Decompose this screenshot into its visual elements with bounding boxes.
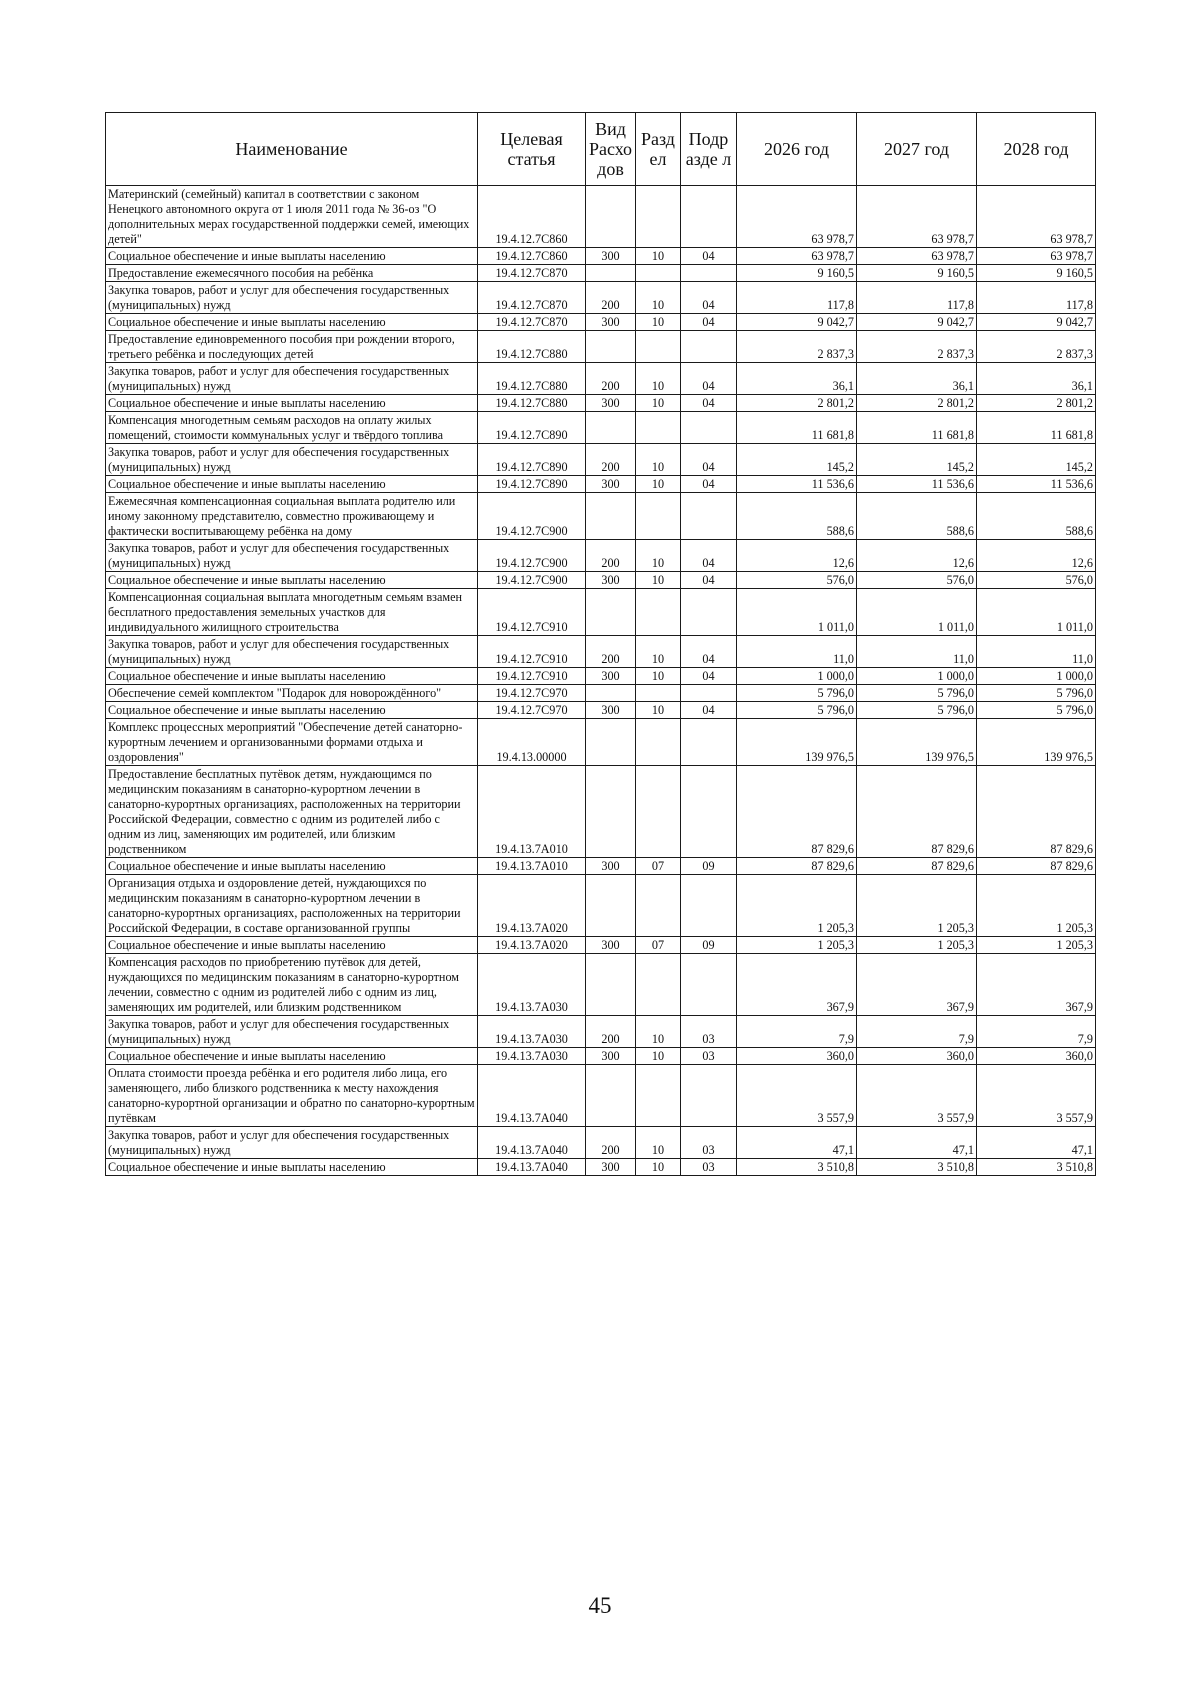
row-value-2027: 87 829,6 [857,766,977,858]
row-value-2026: 1 011,0 [737,589,857,636]
row-expense-type: 200 [586,636,636,668]
row-value-2027: 11,0 [857,636,977,668]
row-expense-type: 300 [586,1048,636,1065]
row-target-article: 19.4.13.7А040 [478,1159,586,1176]
row-target-article: 19.4.12.7С900 [478,572,586,589]
row-value-2026: 47,1 [737,1127,857,1159]
row-subsection: 03 [681,1048,737,1065]
row-value-2026: 145,2 [737,444,857,476]
table-row [106,1048,1096,1065]
row-target-article: 19.4.13.7А020 [478,875,586,937]
row-value-2027: 117,8 [857,282,977,314]
row-value-2026: 36,1 [737,363,857,395]
row-target-article: 19.4.12.7С860 [478,248,586,265]
table-row [106,331,1096,363]
row-value-2028: 2 837,3 [977,331,1096,363]
row-value-2028: 11,0 [977,636,1096,668]
row-value-2026: 11 536,6 [737,476,857,493]
row-name: Социальное обеспечение и иные выплаты населению [106,858,478,875]
row-target-article: 19.4.13.7А030 [478,954,586,1016]
row-value-2027: 63 978,7 [857,248,977,265]
row-value-2026: 2 801,2 [737,395,857,412]
row-name: Социальное обеспечение и иные выплаты населению [106,476,478,493]
row-value-2026: 63 978,7 [737,248,857,265]
row-value-2026: 1 000,0 [737,668,857,685]
row-expense-type: 200 [586,1016,636,1048]
page-number: 45 [588,1593,612,1618]
row-name: Материнский (семейный) капитал в соответствии с законом Ненецкого автономного округа от 1 июля 2011 года № 36-оз "О дополнительных мерах государственной поддержки семей, имеющих детей" [106,186,478,248]
row-value-2026: 9 042,7 [737,314,857,331]
table-row [106,314,1096,331]
row-value-2026: 367,9 [737,954,857,1016]
row-target-article: 19.4.13.7А010 [478,858,586,875]
row-expense-type [586,766,636,858]
table-row [106,1016,1096,1048]
row-value-2027: 12,6 [857,540,977,572]
row-value-2028: 63 978,7 [977,186,1096,248]
row-value-2028: 2 801,2 [977,395,1096,412]
row-value-2027: 11 536,6 [857,476,977,493]
row-value-2027: 36,1 [857,363,977,395]
row-section: 10 [636,1159,681,1176]
table-row [106,444,1096,476]
header-2027: 2027 год [857,113,977,186]
row-target-article: 19.4.13.00000 [478,719,586,766]
row-target-article: 19.4.13.7А030 [478,1016,586,1048]
header-2028: 2028 год [977,113,1096,186]
row-value-2027: 63 978,7 [857,186,977,248]
row-section: 10 [636,540,681,572]
row-value-2028: 36,1 [977,363,1096,395]
row-value-2026: 576,0 [737,572,857,589]
row-expense-type: 200 [586,1127,636,1159]
row-subsection: 04 [681,540,737,572]
row-section: 10 [636,476,681,493]
table-row [106,395,1096,412]
header-2026: 2026 год [737,113,857,186]
table-row [106,186,1096,248]
row-name: Закупка товаров, работ и услуг для обеспечения государственных (муниципальных) нужд [106,363,478,395]
row-subsection: 04 [681,444,737,476]
row-section [636,719,681,766]
row-value-2026: 117,8 [737,282,857,314]
row-section [636,766,681,858]
row-value-2027: 2 801,2 [857,395,977,412]
row-value-2028: 87 829,6 [977,858,1096,875]
row-subsection [681,412,737,444]
row-name: Предоставление ежемесячного пособия на ребёнка [106,265,478,282]
table-row [106,875,1096,937]
row-expense-type: 300 [586,937,636,954]
row-target-article: 19.4.12.7С880 [478,395,586,412]
row-name: Комплекс процессных мероприятий "Обеспечение детей санаторно-курортным лечением и организованными формами отдыха и оздоровления" [106,719,478,766]
row-section: 10 [636,636,681,668]
row-expense-type [586,412,636,444]
row-target-article: 19.4.12.7С910 [478,589,586,636]
row-subsection: 09 [681,858,737,875]
table-row [106,719,1096,766]
row-value-2028: 1 011,0 [977,589,1096,636]
row-value-2028: 63 978,7 [977,248,1096,265]
row-target-article: 19.4.12.7С910 [478,668,586,685]
row-value-2027: 576,0 [857,572,977,589]
row-expense-type [586,954,636,1016]
row-name: Обеспечение семей комплектом "Подарок для новорождённого" [106,685,478,702]
row-value-2027: 1 011,0 [857,589,977,636]
row-subsection: 03 [681,1159,737,1176]
row-subsection [681,1065,737,1127]
row-subsection [681,331,737,363]
row-value-2028: 87 829,6 [977,766,1096,858]
row-value-2026: 87 829,6 [737,766,857,858]
row-name: Организация отдыха и оздоровление детей, нуждающихся по медицинским показаниям в санаторно-курортном лечении в санаторно-курортных организациях, расположенных на территории Российской Федерации, в составе организованной группы [106,875,478,937]
row-target-article: 19.4.12.7С900 [478,493,586,540]
row-section: 10 [636,1127,681,1159]
row-value-2027: 367,9 [857,954,977,1016]
row-subsection [681,685,737,702]
row-expense-type: 200 [586,444,636,476]
row-target-article: 19.4.12.7С970 [478,702,586,719]
row-subsection: 04 [681,248,737,265]
row-expense-type [586,265,636,282]
row-value-2027: 7,9 [857,1016,977,1048]
row-value-2026: 63 978,7 [737,186,857,248]
row-value-2028: 1 205,3 [977,937,1096,954]
row-section: 10 [636,282,681,314]
row-value-2028: 11 536,6 [977,476,1096,493]
table-row [106,858,1096,875]
row-subsection [681,265,737,282]
row-subsection: 04 [681,314,737,331]
row-expense-type: 300 [586,314,636,331]
row-value-2026: 1 205,3 [737,875,857,937]
row-name: Предоставление бесплатных путёвок детям, нуждающимся по медицинским показаниям в санаторно-курортном лечении в санаторно-курортных организациях, расположенных на территории Российской Федерации, совместно с одним из родителей либо с одним из лиц, заменяющих им родителей, или близким родственником [106,766,478,858]
row-value-2028: 12,6 [977,540,1096,572]
row-value-2027: 47,1 [857,1127,977,1159]
row-value-2026: 3 510,8 [737,1159,857,1176]
row-section: 10 [636,444,681,476]
row-value-2026: 5 796,0 [737,702,857,719]
row-value-2028: 5 796,0 [977,702,1096,719]
row-value-2027: 5 796,0 [857,685,977,702]
row-target-article: 19.4.12.7С900 [478,540,586,572]
row-target-article: 19.4.12.7С860 [478,186,586,248]
row-subsection: 04 [681,395,737,412]
row-section: 07 [636,858,681,875]
row-expense-type: 300 [586,248,636,265]
row-name: Закупка товаров, работ и услуг для обеспечения государственных (муниципальных) нужд [106,540,478,572]
row-value-2028: 3 510,8 [977,1159,1096,1176]
row-subsection [681,493,737,540]
table-row [106,1127,1096,1159]
row-subsection [681,954,737,1016]
row-section: 10 [636,395,681,412]
row-value-2028: 7,9 [977,1016,1096,1048]
row-value-2026: 3 557,9 [737,1065,857,1127]
table-row [106,589,1096,636]
row-value-2026: 9 160,5 [737,265,857,282]
row-expense-type [586,331,636,363]
row-name: Социальное обеспечение и иные выплаты населению [106,314,478,331]
row-name: Закупка товаров, работ и услуг для обеспечения государственных (муниципальных) нужд [106,1016,478,1048]
row-value-2027: 588,6 [857,493,977,540]
row-value-2026: 11,0 [737,636,857,668]
table-row [106,702,1096,719]
row-target-article: 19.4.12.7С970 [478,685,586,702]
row-value-2027: 11 681,8 [857,412,977,444]
row-value-2028: 1 205,3 [977,875,1096,937]
table-row [106,265,1096,282]
table-row [106,1159,1096,1176]
row-section [636,875,681,937]
table-header-row [106,113,1096,186]
row-name: Социальное обеспечение и иные выплаты населению [106,702,478,719]
row-expense-type: 300 [586,702,636,719]
row-value-2027: 9 160,5 [857,265,977,282]
table-row [106,493,1096,540]
row-expense-type: 200 [586,282,636,314]
table-body [106,186,1096,1176]
row-expense-type: 300 [586,476,636,493]
row-section [636,1065,681,1127]
row-name: Предоставление единовременного пособия при рождении второго, третьего ребёнка и последующих детей [106,331,478,363]
row-value-2027: 5 796,0 [857,702,977,719]
row-value-2026: 11 681,8 [737,412,857,444]
row-name: Оплата стоимости проезда ребёнка и его родителя либо лица, его заменяющего, либо близкого родственника к месту нахождения санаторно-курортной организации и обратно по санаторно-курортным путёвкам [106,1065,478,1127]
row-value-2026: 7,9 [737,1016,857,1048]
table-row [106,685,1096,702]
row-value-2028: 3 557,9 [977,1065,1096,1127]
row-subsection: 04 [681,572,737,589]
table-row [106,412,1096,444]
row-value-2028: 9 042,7 [977,314,1096,331]
row-name: Социальное обеспечение и иные выплаты населению [106,1048,478,1065]
table-row [106,363,1096,395]
row-section: 10 [636,572,681,589]
row-value-2026: 2 837,3 [737,331,857,363]
row-name: Социальное обеспечение и иные выплаты населению [106,248,478,265]
row-subsection [681,766,737,858]
row-section [636,265,681,282]
table-row [106,248,1096,265]
row-name: Социальное обеспечение и иные выплаты населению [106,937,478,954]
row-value-2027: 1 000,0 [857,668,977,685]
row-subsection: 04 [681,636,737,668]
row-value-2027: 3 557,9 [857,1065,977,1127]
table-row [106,636,1096,668]
row-name: Компенсационная социальная выплата многодетным семьям взамен бесплатного предоставления земельных участков для индивидуального жилищного строительства [106,589,478,636]
row-section [636,412,681,444]
row-target-article: 19.4.13.7А040 [478,1065,586,1127]
row-value-2028: 1 000,0 [977,668,1096,685]
row-value-2027: 139 976,5 [857,719,977,766]
row-value-2028: 145,2 [977,444,1096,476]
row-section: 10 [636,1016,681,1048]
row-subsection: 04 [681,363,737,395]
row-value-2027: 1 205,3 [857,937,977,954]
table-row [106,476,1096,493]
row-section: 10 [636,314,681,331]
row-target-article: 19.4.13.7А030 [478,1048,586,1065]
row-target-article: 19.4.12.7С870 [478,314,586,331]
row-value-2027: 87 829,6 [857,858,977,875]
row-expense-type: 300 [586,858,636,875]
row-subsection: 03 [681,1016,737,1048]
row-target-article: 19.4.12.7С880 [478,363,586,395]
row-expense-type: 200 [586,363,636,395]
row-target-article: 19.4.12.7С910 [478,636,586,668]
row-value-2028: 5 796,0 [977,685,1096,702]
row-expense-type [586,186,636,248]
row-target-article: 19.4.13.7А020 [478,937,586,954]
row-subsection [681,875,737,937]
row-name: Социальное обеспечение и иные выплаты населению [106,668,478,685]
row-value-2027: 1 205,3 [857,875,977,937]
row-value-2026: 12,6 [737,540,857,572]
table-row [106,766,1096,858]
row-value-2027: 2 837,3 [857,331,977,363]
header-subsection: Подр азде л [681,113,737,186]
row-value-2026: 139 976,5 [737,719,857,766]
row-value-2027: 360,0 [857,1048,977,1065]
row-subsection [681,186,737,248]
row-value-2028: 588,6 [977,493,1096,540]
row-name: Закупка товаров, работ и услуг для обеспечения государственных (муниципальных) нужд [106,1127,478,1159]
row-subsection: 03 [681,1127,737,1159]
row-value-2028: 47,1 [977,1127,1096,1159]
row-target-article: 19.4.12.7С870 [478,265,586,282]
row-value-2028: 360,0 [977,1048,1096,1065]
row-value-2026: 360,0 [737,1048,857,1065]
row-subsection [681,719,737,766]
row-section: 07 [636,937,681,954]
row-section [636,954,681,1016]
row-value-2026: 1 205,3 [737,937,857,954]
row-expense-type [586,719,636,766]
row-subsection [681,589,737,636]
row-name: Компенсация расходов по приобретению путёвок для детей, нуждающихся по медицинским показаниям в санаторно-курортном лечении, совместно с одним из родителей либо с одним из лиц, заменяющих им родителей, или близким родственником [106,954,478,1016]
row-target-article: 19.4.13.7А010 [478,766,586,858]
row-name: Компенсация многодетным семьям расходов на оплату жилых помещений, стоимости коммунальных услуг и твёрдого топлива [106,412,478,444]
row-expense-type: 300 [586,668,636,685]
row-name: Закупка товаров, работ и услуг для обеспечения государственных (муниципальных) нужд [106,636,478,668]
row-subsection: 04 [681,702,737,719]
row-section: 10 [636,702,681,719]
row-expense-type [586,685,636,702]
row-value-2026: 5 796,0 [737,685,857,702]
header-section: Разд ел [636,113,681,186]
row-subsection: 04 [681,476,737,493]
row-target-article: 19.4.12.7С890 [478,412,586,444]
row-value-2026: 87 829,6 [737,858,857,875]
row-section [636,331,681,363]
row-section [636,493,681,540]
row-section: 10 [636,248,681,265]
row-value-2028: 367,9 [977,954,1096,1016]
row-expense-type: 300 [586,1159,636,1176]
row-section [636,186,681,248]
row-section: 10 [636,1048,681,1065]
row-name: Социальное обеспечение и иные выплаты населению [106,395,478,412]
row-name: Социальное обеспечение и иные выплаты населению [106,1159,478,1176]
row-section: 10 [636,363,681,395]
header-target-article: Целевая статья [478,113,586,186]
row-name: Социальное обеспечение и иные выплаты населению [106,572,478,589]
row-target-article: 19.4.12.7С880 [478,331,586,363]
row-name: Закупка товаров, работ и услуг для обеспечения государственных (муниципальных) нужд [106,282,478,314]
row-value-2028: 139 976,5 [977,719,1096,766]
table-row [106,572,1096,589]
row-expense-type: 300 [586,395,636,412]
header-expense-type: Вид Расхо дов [586,113,636,186]
row-expense-type [586,493,636,540]
table-row [106,1065,1096,1127]
table-row [106,954,1096,1016]
row-target-article: 19.4.12.7С890 [478,444,586,476]
row-value-2028: 9 160,5 [977,265,1096,282]
row-expense-type: 300 [586,572,636,589]
row-subsection: 09 [681,937,737,954]
row-expense-type [586,1065,636,1127]
row-value-2027: 3 510,8 [857,1159,977,1176]
row-target-article: 19.4.13.7А040 [478,1127,586,1159]
row-section: 10 [636,668,681,685]
row-value-2027: 9 042,7 [857,314,977,331]
row-expense-type: 200 [586,540,636,572]
table-row [106,668,1096,685]
row-subsection: 04 [681,282,737,314]
budget-table [105,112,1096,1176]
row-value-2027: 145,2 [857,444,977,476]
row-value-2026: 588,6 [737,493,857,540]
row-value-2028: 117,8 [977,282,1096,314]
table-row [106,540,1096,572]
row-target-article: 19.4.12.7С890 [478,476,586,493]
row-value-2028: 576,0 [977,572,1096,589]
row-subsection: 04 [681,668,737,685]
row-value-2028: 11 681,8 [977,412,1096,444]
row-name: Закупка товаров, работ и услуг для обеспечения государственных (муниципальных) нужд [106,444,478,476]
row-expense-type [586,589,636,636]
table-row [106,282,1096,314]
table-row [106,937,1096,954]
row-expense-type [586,875,636,937]
row-section [636,589,681,636]
row-section [636,685,681,702]
row-target-article: 19.4.12.7С870 [478,282,586,314]
row-name: Ежемесячная компенсационная социальная выплата родителю или иному законному представителю, совместно проживающему и фактически воспитывающему ребёнка на дому [106,493,478,540]
header-name: Наименование [106,113,478,186]
